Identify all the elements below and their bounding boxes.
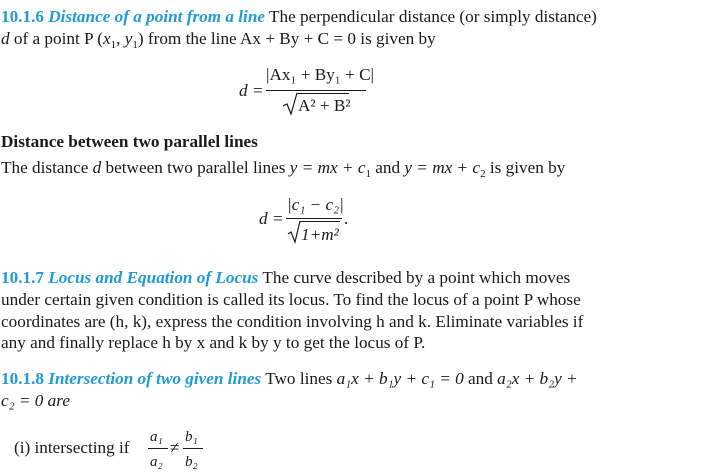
section-title: Distance of a point from a line xyxy=(48,7,266,26)
section-title: Intersection of two given lines xyxy=(48,369,262,388)
section-10-1-6-line-2: d of a point P ($x_1$, $y_1$) from the line Ax + By + C = 0 is given by xyxy=(1,29,436,51)
body-text: ) from the line Ax + By + C = 0 is given by xyxy=(137,29,436,48)
formula-numerator: |c₁ − c₂| xyxy=(287,195,344,214)
body-text: The perpendicular distance (or simply distance) xyxy=(269,7,597,26)
var-d: d xyxy=(1,29,10,48)
frac2-denominator: b₂ xyxy=(185,454,198,470)
formula-denominator: A² + B² xyxy=(298,96,351,115)
subscript: 1 xyxy=(132,39,138,51)
parallel-text-line: The distance d between two parallel lines y = mx + $c_1$ and y = mx + $c_2$ is given by xyxy=(1,158,566,180)
section-number: 10.1.8 xyxy=(1,369,44,388)
section-10-1-7-line-3: coordinates are (h, k), express the condition involving h and k. Eliminate variables if xyxy=(1,312,584,331)
section-number: 10.1.6 xyxy=(1,7,44,26)
sqrt-bar xyxy=(300,221,340,222)
equation-1: a₁x + b₁y + c₁ = 0 xyxy=(336,369,464,388)
subscript: 1 xyxy=(110,39,117,51)
var-y: y xyxy=(124,29,133,48)
section-10-1-8-line-1 xyxy=(1,368,578,389)
equation-2: a₂x + b₂y + xyxy=(497,369,578,388)
formula-numerator: |Ax₁ + By₁ + C| xyxy=(266,65,374,84)
section-10-1-8-line-2: c₂ = 0 are xyxy=(1,391,70,410)
frac1-numerator: a₁ xyxy=(150,429,163,445)
section-10-1-6-line-1 xyxy=(1,6,597,27)
body-text: of a point P ( xyxy=(13,29,103,48)
sqrt-icon xyxy=(282,92,298,116)
section-10-1-7-line-2: under certain given condition is called its locus. To find the locus of a point P whose xyxy=(1,290,581,309)
fraction-bar xyxy=(148,448,168,449)
body-text: and xyxy=(468,369,493,388)
var-x: x xyxy=(103,29,111,48)
frac1-denominator: a₂ xyxy=(150,454,163,470)
fraction-bar xyxy=(286,218,342,219)
section-title: Locus and Equation of Locus xyxy=(48,268,259,287)
sqrt-bar xyxy=(297,93,349,94)
section-10-1-7-line-1 xyxy=(1,267,570,288)
section-10-1-7-line-4: any and finally replace h by x and k by y to get the locus of P. xyxy=(1,333,426,352)
item-i-label: (i) intersecting if xyxy=(14,438,130,457)
frac2-numerator: b₁ xyxy=(185,429,198,445)
body-text: The curve described by a point which moves xyxy=(262,268,571,287)
formula-denominator: 1+m² xyxy=(301,225,339,244)
sqrt-icon xyxy=(287,220,301,244)
body-text: Two lines xyxy=(265,369,333,388)
fraction-bar xyxy=(266,90,366,91)
section-number: 10.1.7 xyxy=(1,268,44,287)
not-equal-sign: ≠ xyxy=(170,438,180,457)
formula-lhs: d = xyxy=(239,81,264,100)
subheading-parallel-lines: Distance between two parallel lines xyxy=(1,132,258,151)
formula-lhs: d = xyxy=(259,209,284,228)
formula-end: . xyxy=(344,209,349,228)
fraction-bar xyxy=(183,448,203,449)
